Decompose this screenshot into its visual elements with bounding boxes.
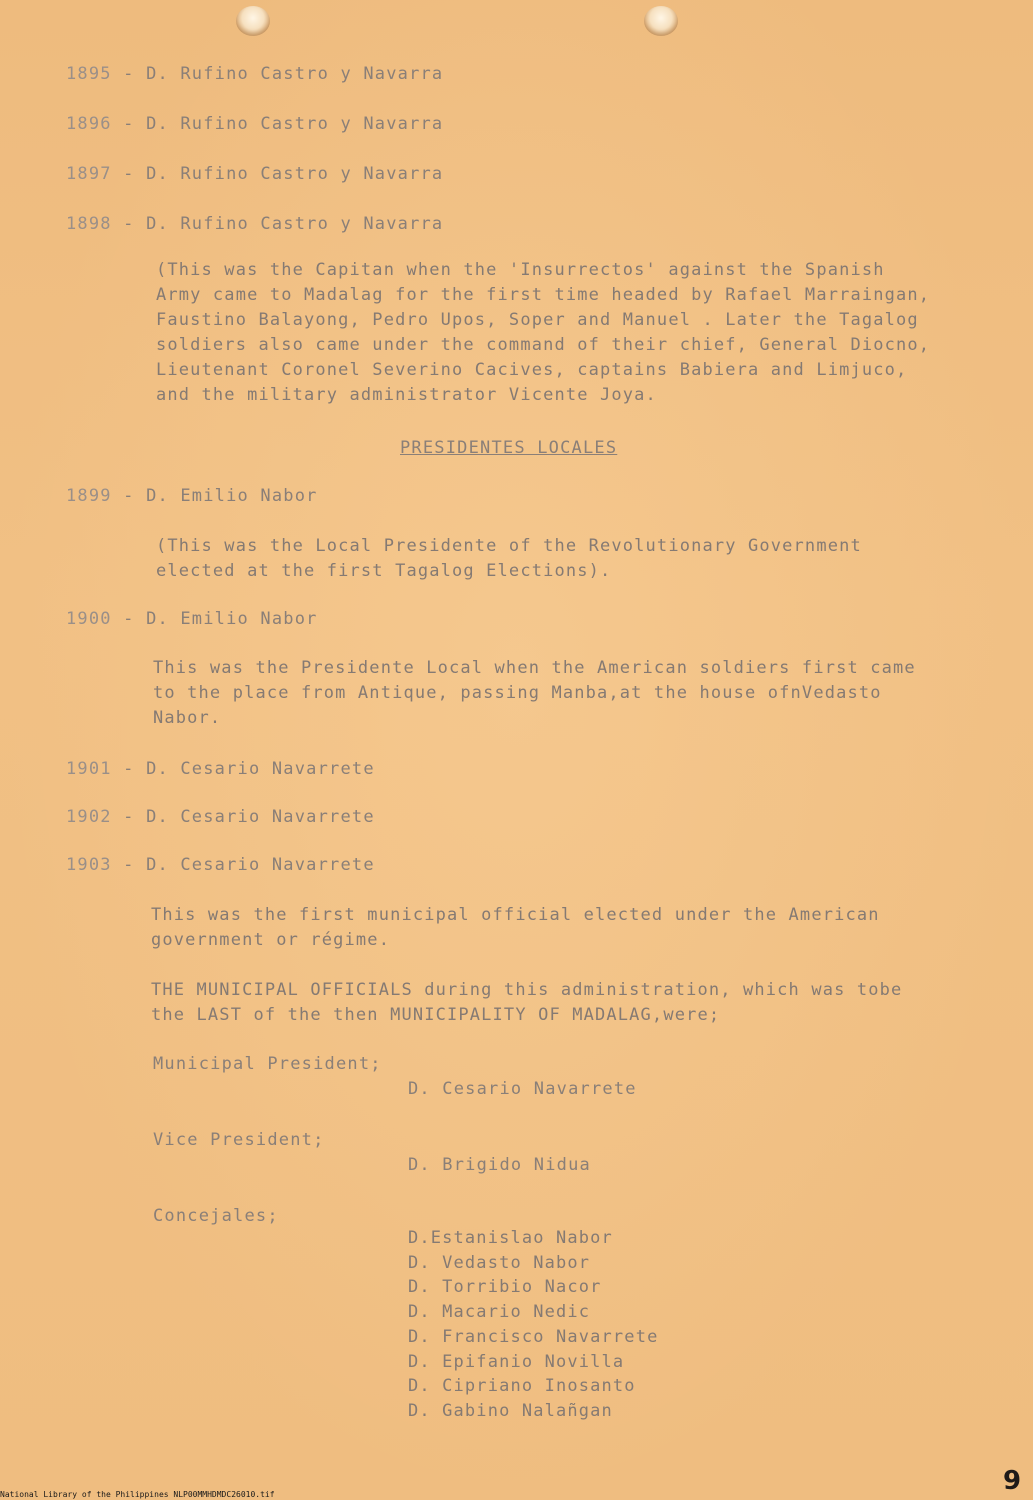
list-item: D. Francisco Navarrete	[408, 1326, 659, 1347]
entry-1896: 1896 - D. Rufino Castro y Navarra	[66, 114, 444, 134]
entry-1895: 1895 - D. Rufino Castro y Navarra	[66, 64, 444, 84]
note-1898: (This was the Capitan when the 'Insurrectos' against the Spanish Army came to Madalag for the first time headed by Rafael Marraingan, Faustino Balayong, Pedro Upos, Soper and Manuel . Later the Tagalog soldiers also came under the command of their chief, General Diocno, Lieutenant Coronel Severino Cacives, captains Babiera and Limjuco, and the military administrator Vicente Joya.	[156, 260, 931, 405]
officials-intro: THE MUNICIPAL OFFICIALS during this administration, which was tobe the LAST of the then MUNICIPALITY OF MADALAG,were;	[151, 980, 903, 1025]
section-heading: PRESIDENTES LOCALES	[400, 438, 618, 458]
punch-hole-right	[644, 6, 678, 36]
note-1903: This was the first municipal official elected under the American government or régime.	[151, 905, 880, 950]
entry-1900: 1900 - D. Emilio Nabor	[66, 609, 318, 629]
entry-1898: 1898 - D. Rufino Castro y Navarra	[66, 214, 444, 234]
concejales-label: Concejales;	[153, 1206, 279, 1226]
list-item: D. Epifanio Novilla	[408, 1351, 625, 1372]
list-item: D. Torribio Nacor	[408, 1277, 602, 1298]
vice-president-label: Vice President;	[153, 1130, 325, 1150]
president-label: Municipal President;	[153, 1054, 382, 1074]
president-name: D. Cesario Navarrete	[408, 1079, 637, 1099]
concejales-list	[408, 1226, 658, 1424]
list-item: D. Gabino Nalañgan	[408, 1400, 613, 1421]
list-item: D. Cipriano Inosanto	[408, 1376, 636, 1397]
entry-1901: 1901 - D. Cesario Navarrete	[66, 759, 375, 779]
note-1900: This was the Presidente Local when the American soldiers first came to the place from Antique, passing Manba,at the house ofnVedasto Nabor.	[153, 658, 916, 728]
list-item: D. Vedasto Nabor	[408, 1252, 591, 1273]
note-1899: (This was the Local Presidente of the Revolutionary Government elected at the first Tagalog Elections).	[156, 536, 862, 581]
archive-footer: National Library of the Philippines NLP00MMHDMDC26010.tif	[0, 1490, 275, 1499]
entry-1903: 1903 - D. Cesario Navarrete	[66, 855, 375, 875]
vice-president-name: D. Brigido Nidua	[408, 1155, 591, 1175]
page-number: 9	[1003, 1466, 1022, 1496]
entry-1899: 1899 - D. Emilio Nabor	[66, 486, 318, 506]
punch-hole-left	[236, 6, 270, 36]
entry-1902: 1902 - D. Cesario Navarrete	[66, 807, 375, 827]
list-item: D. Macario Nedic	[408, 1302, 591, 1323]
entry-1897: 1897 - D. Rufino Castro y Navarra	[66, 164, 444, 184]
list-item: D.Estanislao Nabor	[408, 1228, 613, 1248]
